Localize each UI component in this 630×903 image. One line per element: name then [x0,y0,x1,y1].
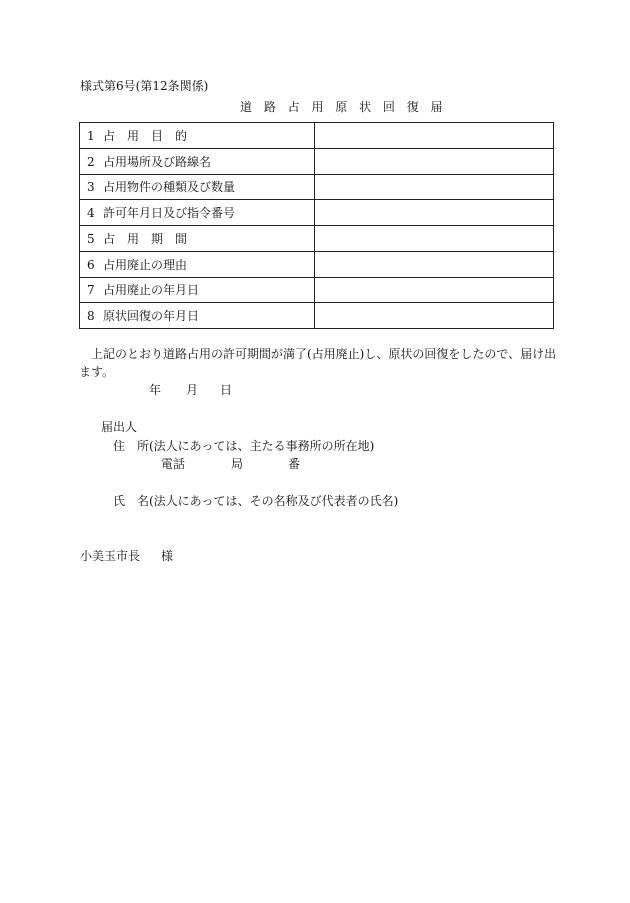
date-month-label: 月 [186,383,199,397]
table-row [80,148,554,174]
row-label: 占 用 目 的 [103,128,188,143]
recipient-honorific: 様 [161,549,174,563]
phone-number-label: 番 [288,457,301,471]
applicant-label: 届出人 [101,420,138,434]
date-year-label: 年 [149,383,162,397]
row-label-cell [80,251,315,277]
row-label-cell [80,174,315,200]
row-value-cell[interactable] [315,148,554,174]
statement-line-2: ます。 [79,365,115,379]
row-number: 7 [87,283,95,298]
row-label-cell [80,200,315,226]
row-label: 許可年月日及び指令番号 [103,206,236,221]
name-label: 氏 名(法人にあっては、その名称及び代表者の氏名) [113,494,399,508]
table-row [80,123,554,149]
row-label: 原状回復の年月日 [103,309,200,324]
row-value-cell[interactable] [315,277,554,303]
row-number: 3 [87,180,95,195]
row-value-cell[interactable] [315,123,554,149]
table-row [80,174,554,200]
form-number-label: 様式第6号(第12条関係) [80,79,209,93]
item-table [79,122,554,329]
row-number: 8 [87,309,95,324]
row-number: 4 [87,206,95,221]
row-value-cell[interactable] [315,200,554,226]
table-row [80,277,554,303]
table-row [80,303,554,329]
row-label-cell [80,277,315,303]
row-number: 5 [87,231,95,246]
row-number: 6 [87,257,95,272]
phone-label: 電話 [161,457,186,471]
table-row [80,251,554,277]
row-number: 2 [87,154,95,169]
date-day-label: 日 [220,383,233,397]
row-value-cell[interactable] [315,226,554,252]
document-title: 道 路 占 用 原 状 回 復 届 [240,100,447,114]
row-label-cell [80,303,315,329]
row-number: 1 [87,128,95,143]
phone-exchange-label: 局 [231,457,244,471]
row-label: 占用物件の種類及び数量 [103,180,236,195]
statement-line-1: 上記のとおり道路占用の許可期間が満了(占用廃止)し、原状の回復をしたので、届け出 [91,347,557,361]
row-value-cell[interactable] [315,251,554,277]
row-value-cell[interactable] [315,174,554,200]
row-label-cell [80,123,315,149]
address-label: 住 所(法人にあっては、主たる事務所の所在地) [113,439,375,453]
row-label: 占用場所及び路線名 [103,154,212,169]
row-label-cell [80,148,315,174]
table-row [80,200,554,226]
row-label: 占用廃止の年月日 [103,283,200,298]
row-value-cell[interactable] [315,303,554,329]
row-label: 占用廃止の理由 [103,257,188,272]
row-label-cell [80,226,315,252]
recipient-name: 小美玉市長 [80,549,141,563]
row-label: 占 用 期 間 [103,231,188,246]
table-row [80,226,554,252]
